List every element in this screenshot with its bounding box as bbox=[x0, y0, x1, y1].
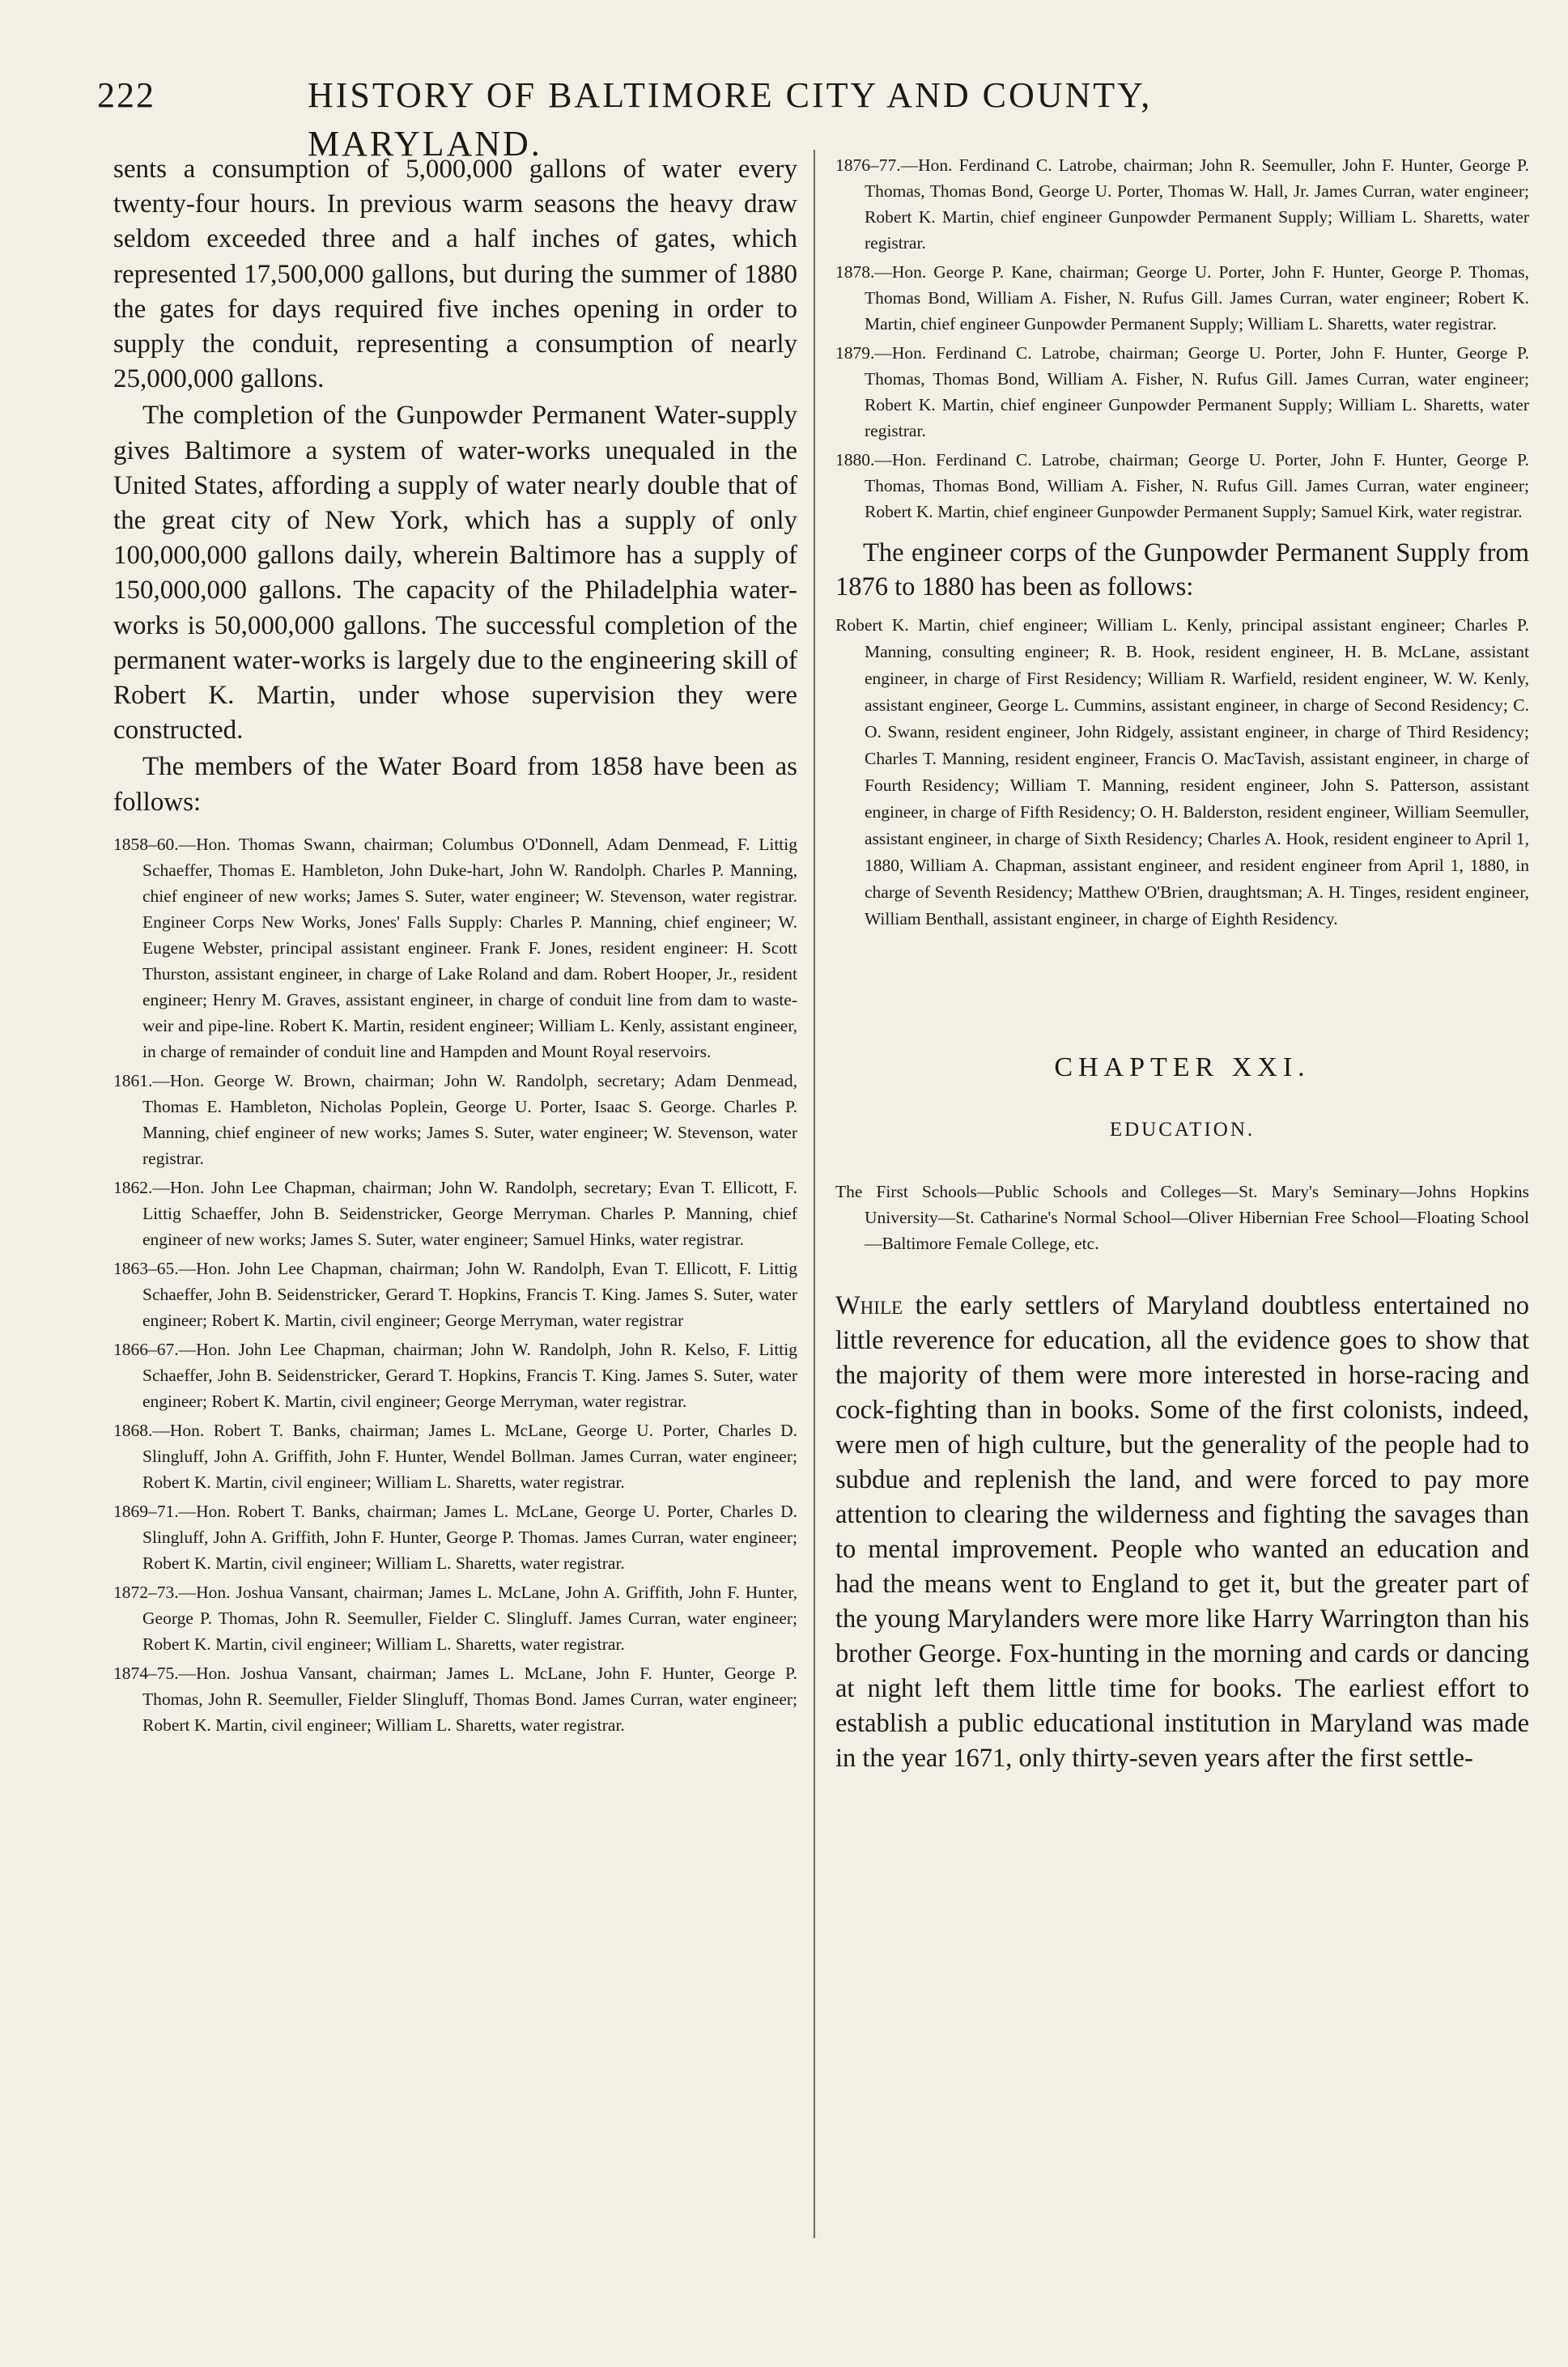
board-entry-1862: 1862.—Hon. John Lee Chapman, chairman; John W. Randolph, secretary; Evan T. Ellicott, F. Littig Schaeffer, John B. Seidenstricker, George Merryman. Charles P. Manning, chief engineer of new works; James S. Suter, water engineer; Samuel Hinks, water registrar. bbox=[113, 1177, 797, 1249]
board-entry-1878: 1878.—Hon. George P. Kane, chairman; George U. Porter, John F. Hunter, George P. Thomas, Thomas Bond, William A. Fisher, N. Rufus Gill. James Curran, water engineer; Robert K. Martin, chief engineer Gunpowder Permanent Supply; William L. Sharetts, water registrar. bbox=[835, 262, 1529, 334]
board-entry-1876-77: 1876–77.—Hon. Ferdinand C. Latrobe, chairman; John R. Seemuller, John F. Hunter, George P. Thomas, Thomas Bond, George U. Porter, Thomas W. Hall, Jr. James Curran, water engineer; Robert K. Martin, chief engineer Gunpowder Permanent Supply; William L. Sharetts, water registrar. bbox=[835, 155, 1529, 253]
opening-text: the early settlers of Maryland doubtless entertained no little reverence for education, all the evidence goes to show that the majority of them were more interested in horse-racing and cock-fighting than in books. Some of the first colonists, indeed, were men of high culture, but the generality of the people had to subdue and replenish the land, and were forced to pay more attention to clearing the wilderness and fighting the savages than to mental improvement. People who wanted an education and had the means went to England to get it, but the greater part of the young Marylanders were more like Harry Warrington than his brother George. Fox-hunting in the morning and cards or dancing at night left them little time for books. The earliest effort to establish a public educational institution in Maryland was made in the year 1671, only thirty-seven years after the first settle- bbox=[835, 1291, 1529, 1773]
chapter-synopsis: The First Schools—Public Schools and Colleges—St. Mary's Seminary—Johns Hopkins University—St. Catharine's Normal School—Oliver Hibernian Free School—Floating School—Baltimore Female College, etc. bbox=[835, 1182, 1529, 1253]
left-column bbox=[113, 152, 797, 1741]
engineer-corps-list: Robert K. Martin, chief engineer; William L. Kenly, principal assistant engineer; Charles P. Manning, consulting engineer; R. B. Hook, resident engineer, H. B. McLane, assistant engineer, in charge of First Residency; William R. Warfield, resident engineer, W. W. Kenly, assistant engineer, George L. Cummins, assistant engineer, in charge of Second Residency; C. O. Swann, resident engineer, John Ridgely, assistant engineer, in charge of Third Residency; Charles T. Manning, resident engineer, Francis O. MacTavish, assistant engineer, in charge of Fourth Residency; William T. Manning, resident engineer, John S. Patterson, assistant engineer, in charge of Fifth Residency; O. H. Balderston, resident engineer, William Seemuller, assistant engineer, in charge of Sixth Residency; Charles A. Hook, resident engineer to April 1, 1880, William A. Chapman, assistant engineer, and resident engineer from April 1, 1880, in charge of Seventh Residency; Matthew O'Brien, draughtsman; A. H. Tinges, resident engineer, William Benthall, assistant engineer, in charge of Eighth Residency. bbox=[835, 615, 1529, 929]
board-entry-1858-60: 1858–60.—Hon. Thomas Swann, chairman; Columbus O'Donnell, Adam Denmead, F. Littig Schaeffer, Thomas E. Hambleton, John Duke-hart, John W. Randolph. Charles P. Manning, chief engineer of new works; James S. Suter, water engineer; W. Stevenson, water registrar. Engineer Corps New Works, Jones' Falls Supply: Charles P. Manning, chief engineer; W. Eugene Webster, principal assistant engineer. Frank F. Jones, resident engineer: H. Scott Thurston, assistant engineer, in charge of Lake Roland and dam. Robert Hooper, Jr., resident engineer; Henry M. Graves, assistant engineer, in charge of conduit line from dam to waste-weir and pipe-line. Robert K. Martin, resident engineer; William L. Kenly, assistant engineer, in charge of remainder of conduit line and Hampden and Mount Royal reservoirs. bbox=[113, 834, 797, 1061]
running-title: HISTORY OF BALTIMORE CITY AND COUNTY, MARYLAND. bbox=[308, 75, 1153, 164]
page-number: 222 bbox=[97, 75, 155, 115]
board-entry-1880: 1880.—Hon. Ferdinand C. Latrobe, chairman; George U. Porter, John F. Hunter, George P. Thomas, Thomas Bond, William A. Fisher, N. Rufus Gill. James Curran, water engineer; Robert K. Martin, chief engineer Gunpowder Permanent Supply; Samuel Kirk, water registrar. bbox=[835, 450, 1529, 521]
opening-first-word: While bbox=[835, 1291, 903, 1320]
board-entry-1872-73: 1872–73.—Hon. Joshua Vansant, chairman; James L. McLane, John A. Griffith, John F. Hunter, George P. Thomas, John R. Seemuller, Fielder C. Slingluff. James Curran, water engineer; Robert K. Martin, civil engineer; William L. Sharetts, water registrar. bbox=[113, 1582, 797, 1654]
chapter-subject: EDUCATION. bbox=[1109, 1119, 1256, 1141]
paragraph-water-board-intro: The members of the Water Board from 1858 have been as follows: bbox=[113, 752, 797, 817]
board-entry-1866-67: 1866–67.—Hon. John Lee Chapman, chairman; John W. Randolph, John R. Kelso, F. Littig Schaeffer, John B. Seidenstricker, Gerard T. Hopkins, Francis T. King. James S. Suter, water engineer; Robert K. Martin, civil engineer; George Merryman, water registrar. bbox=[113, 1339, 797, 1411]
board-entry-1869-71: 1869–71.—Hon. Robert T. Banks, chairman; James L. McLane, George U. Porter, Charles D. Slingluff, John A. Griffith, John F. Hunter, George P. Thomas. James Curran, water engineer; Robert K. Martin, civil engineer; William L. Sharetts, water registrar. bbox=[113, 1501, 797, 1573]
chapter-opening-paragraph bbox=[835, 1289, 1529, 1776]
chapter-heading: CHAPTER XXI. bbox=[1054, 1052, 1311, 1082]
paragraph-gunpowder-supply: The completion of the Gunpowder Permanent Water-supply gives Baltimore a system of water-works unequaled in the United States, affording a supply of water nearly double that of the great city of New York, which has a supply of only 100,000,000 gallons daily, wherein Baltimore has a supply of 150,000,000 gallons. The capacity of the Philadelphia water-works is 50,000,000 gallons. The successful completion of the permanent water-works is largely due to the engineering skill of Robert K. Martin, under whose supervision they were constructed. bbox=[113, 401, 797, 746]
board-entry-1863-65: 1863–65.—Hon. John Lee Chapman, chairman; John W. Randolph, Evan T. Ellicott, F. Littig Schaeffer, John B. Seidenstricker, Gerard T. Hopkins, Francis T. King. James S. Suter, water engineer; Robert K. Martin, civil engineer; George Merryman, water registrar bbox=[113, 1258, 797, 1330]
right-column bbox=[835, 152, 1529, 1776]
board-entry-1861: 1861.—Hon. George W. Brown, chairman; John W. Randolph, secretary; Adam Denmead, Thomas E. Hambleton, Nicholas Poplein, George U. Porter, Isaac S. George. Charles P. Manning, chief engineer of new works; James S. Suter, water engineer; W. Stevenson, water registrar. bbox=[113, 1070, 797, 1168]
board-entry-1868: 1868.—Hon. Robert T. Banks, chairman; James L. McLane, George U. Porter, Charles D. Slingluff, John A. Griffith, John F. Hunter, Wendel Bollman. James Curran, water engineer; Robert K. Martin, civil engineer; William L. Sharetts, water registrar. bbox=[113, 1420, 797, 1492]
column-divider bbox=[814, 150, 815, 2238]
board-entry-1874-75: 1874–75.—Hon. Joshua Vansant, chairman; James L. McLane, John F. Hunter, George P. Thomas, John R. Seemuller, Fielder Slingluff, Thomas Bond. James Curran, water engineer; Robert K. Martin, civil engineer; William L. Sharetts, water registrar. bbox=[113, 1663, 797, 1735]
engineer-corps-intro: The engineer corps of the Gunpowder Permanent Supply from 1876 to 1880 has been as follows: bbox=[835, 538, 1529, 601]
board-entry-1879: 1879.—Hon. Ferdinand C. Latrobe, chairman; George U. Porter, John F. Hunter, George P. Thomas, Thomas Bond, William A. Fisher, N. Rufus Gill. James Curran, water engineer; Robert K. Martin, chief engineer Gunpowder Permanent Supply; William L. Sharetts, water registrar. bbox=[835, 343, 1529, 440]
paragraph-consumption: sents a consumption of 5,000,000 gallons of water every twenty-four hours. In previous warm seasons the heavy draw seldom exceeded three and a half inches of gates, which represented 17,500,000 gallons, but during the summer of 1880 the gates for days required five inches opening in order to supply the conduit, representing a consumption of nearly 25,000,000 gallons. bbox=[113, 155, 797, 394]
running-header bbox=[97, 71, 1348, 164]
